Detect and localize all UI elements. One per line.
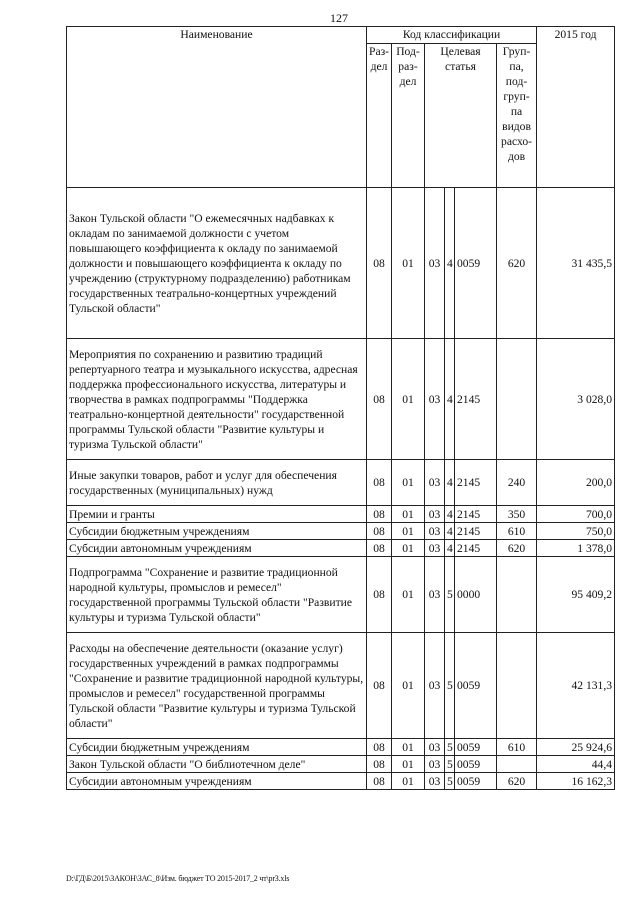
- row-target-direction: 0059: [455, 756, 497, 773]
- row-expense-group: [497, 557, 537, 633]
- row-podrazdel: 01: [392, 460, 425, 506]
- row-target-subprogram: 5: [445, 739, 455, 756]
- row-target-program: 03: [425, 188, 445, 339]
- row-amount: 16 162,3: [537, 773, 615, 790]
- page-number: 127: [330, 11, 348, 25]
- row-target-subprogram: 5: [445, 633, 455, 739]
- row-target-program: 03: [425, 506, 445, 523]
- row-target-subprogram: 4: [445, 523, 455, 540]
- row-amount: 31 435,5: [537, 188, 615, 339]
- row-target-direction: 0059: [455, 773, 497, 790]
- header-code-group: Код классификации: [367, 27, 537, 44]
- row-name: Расходы на обеспечение деятельности (оказание услуг) государственных учреждений в рамках подпрограммы "Сохранение и развитие традиционной народной культуры, промыслов и ремесел" государственной программы Тульской области "Развитие культуры и туризма Тульской области": [67, 633, 367, 739]
- row-amount: 25 924,6: [537, 739, 615, 756]
- row-razdel: 08: [367, 756, 392, 773]
- row-expense-group: 610: [497, 523, 537, 540]
- file-path-footer: D:\ГД\Б\2015\ЗАКОН\ЗАС_8\Изм. бюджет ТО 2015-2017_2 чт\pr3.xls: [66, 874, 290, 883]
- row-target-program: 03: [425, 557, 445, 633]
- row-target-direction: 2145: [455, 540, 497, 557]
- row-razdel: 08: [367, 633, 392, 739]
- row-target-program: 03: [425, 773, 445, 790]
- row-name: Подпрограмма "Сохранение и развитие традиционной народной культуры, промыслов и ремесел" государственной программы Тульской области "Развитие культуры и туризма Тульской области": [67, 557, 367, 633]
- header-razdel: Раз- дел: [367, 44, 392, 188]
- row-expense-group: [497, 756, 537, 773]
- row-amount: 1 378,0: [537, 540, 615, 557]
- row-podrazdel: 01: [392, 557, 425, 633]
- row-target-program: 03: [425, 633, 445, 739]
- row-name: Закон Тульской области "О библиотечном деле": [67, 756, 367, 773]
- row-expense-group: 620: [497, 540, 537, 557]
- row-target-program: 03: [425, 739, 445, 756]
- table-row: [67, 739, 615, 756]
- row-target-direction: 2145: [455, 339, 497, 460]
- row-razdel: 08: [367, 506, 392, 523]
- row-podrazdel: 01: [392, 188, 425, 339]
- table-row: [67, 523, 615, 540]
- table-row: [67, 188, 615, 339]
- row-razdel: 08: [367, 773, 392, 790]
- row-podrazdel: 01: [392, 540, 425, 557]
- row-target-direction: 0059: [455, 739, 497, 756]
- row-razdel: 08: [367, 339, 392, 460]
- row-podrazdel: 01: [392, 756, 425, 773]
- row-name: Субсидии бюджетным учреждениям: [67, 739, 367, 756]
- row-podrazdel: 01: [392, 773, 425, 790]
- header-name: Наименование: [67, 27, 367, 188]
- row-target-direction: 2145: [455, 506, 497, 523]
- row-target-program: 03: [425, 540, 445, 557]
- row-amount: 750,0: [537, 523, 615, 540]
- table-row: [67, 773, 615, 790]
- header-year: 2015 год: [537, 27, 615, 188]
- row-target-subprogram: 5: [445, 557, 455, 633]
- row-name: Субсидии бюджетным учреждениям: [67, 523, 367, 540]
- row-expense-group: [497, 633, 537, 739]
- table-row: [67, 339, 615, 460]
- row-amount: 200,0: [537, 460, 615, 506]
- table-row: [67, 540, 615, 557]
- row-target-program: 03: [425, 756, 445, 773]
- row-amount: 42 131,3: [537, 633, 615, 739]
- row-name: Иные закупки товаров, работ и услуг для обеспечения государственных (муниципальных) нужд: [67, 460, 367, 506]
- row-target-direction: 0059: [455, 188, 497, 339]
- row-target-subprogram: 5: [445, 773, 455, 790]
- row-podrazdel: 01: [392, 339, 425, 460]
- table-row: [67, 557, 615, 633]
- row-expense-group: 620: [497, 773, 537, 790]
- row-podrazdel: 01: [392, 523, 425, 540]
- row-target-direction: 2145: [455, 523, 497, 540]
- row-podrazdel: 01: [392, 506, 425, 523]
- row-razdel: 08: [367, 557, 392, 633]
- row-expense-group: 620: [497, 188, 537, 339]
- row-target-subprogram: 5: [445, 756, 455, 773]
- row-razdel: 08: [367, 540, 392, 557]
- row-target-direction: 0059: [455, 633, 497, 739]
- row-expense-group: 350: [497, 506, 537, 523]
- table-row: [67, 460, 615, 506]
- row-razdel: 08: [367, 523, 392, 540]
- row-podrazdel: 01: [392, 633, 425, 739]
- row-target-direction: 2145: [455, 460, 497, 506]
- row-target-program: 03: [425, 460, 445, 506]
- row-razdel: 08: [367, 739, 392, 756]
- row-target-subprogram: 4: [445, 460, 455, 506]
- row-name: Закон Тульской области "О ежемесячных надбавках к окладам по занимаемой должности с учетом повышающего коэффициента к окладу по занимаемой должности и повышающего коэффициента к окладу по учреждению (структурному подразделению) работникам государственных театрально-концертных учреждений Тульской области": [67, 188, 367, 339]
- row-razdel: 08: [367, 460, 392, 506]
- row-target-subprogram: 4: [445, 339, 455, 460]
- header-expense-group: Груп- па, под- груп- па видов расхо- дов: [497, 44, 537, 188]
- row-amount: 700,0: [537, 506, 615, 523]
- row-amount: 44,4: [537, 756, 615, 773]
- row-amount: 95 409,2: [537, 557, 615, 633]
- row-podrazdel: 01: [392, 739, 425, 756]
- budget-table: [66, 26, 615, 790]
- row-target-subprogram: 4: [445, 188, 455, 339]
- row-target-subprogram: 4: [445, 540, 455, 557]
- row-name: Премии и гранты: [67, 506, 367, 523]
- header-podrazdel: Под- раз- дел: [392, 44, 425, 188]
- row-target-program: 03: [425, 523, 445, 540]
- row-amount: 3 028,0: [537, 339, 615, 460]
- row-razdel: 08: [367, 188, 392, 339]
- row-name: Субсидии автономным учреждениям: [67, 540, 367, 557]
- row-name: Мероприятия по сохранению и развитию традиций репертуарного театра и музыкального искусства, адресная поддержка профессионального искусства, литературы и творчества в рамках подпрограммы "Поддержка театрально-концертной деятельности" государственной программы Тульской области "Развитие культуры и туризма Тульской области": [67, 339, 367, 460]
- table-row: [67, 756, 615, 773]
- table-row: [67, 633, 615, 739]
- row-target-subprogram: 4: [445, 506, 455, 523]
- row-target-direction: 0000: [455, 557, 497, 633]
- row-expense-group: [497, 339, 537, 460]
- row-expense-group: 240: [497, 460, 537, 506]
- row-name: Субсидии автономным учреждениям: [67, 773, 367, 790]
- table-row: [67, 506, 615, 523]
- header-target: Целевая статья: [425, 44, 497, 188]
- row-target-program: 03: [425, 339, 445, 460]
- row-expense-group: 610: [497, 739, 537, 756]
